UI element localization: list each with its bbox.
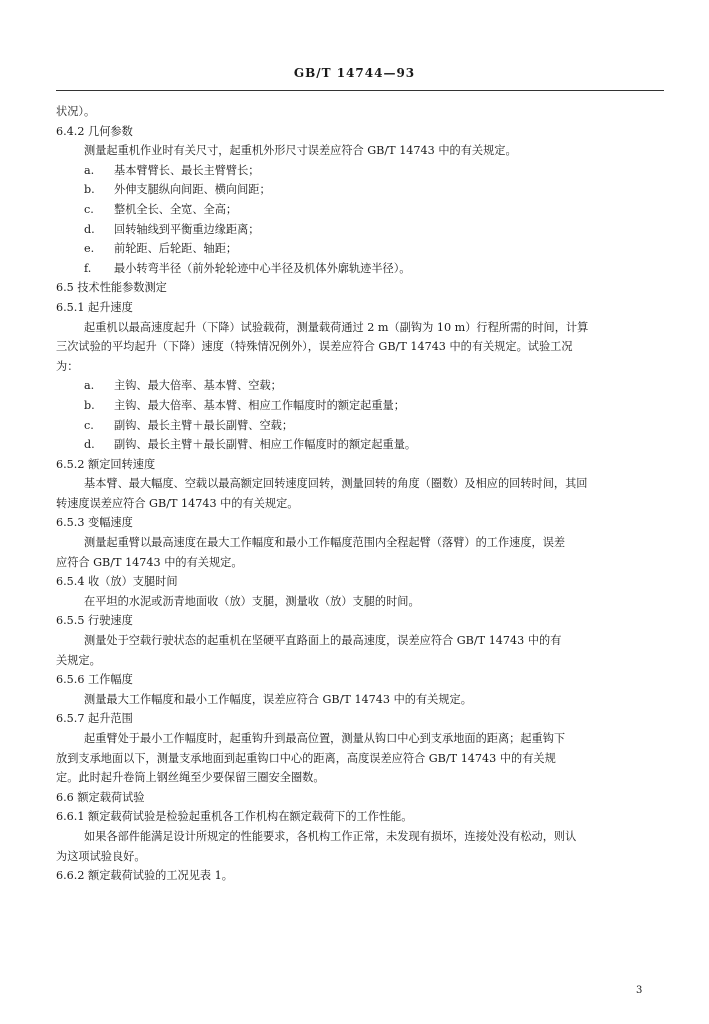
- text-line: 测量处于空载行驶状态的起重机在坚硬平直路面上的最高速度，误差应符合 GB/T 14743 中的有: [84, 634, 562, 648]
- list-item-label: d.: [84, 438, 95, 452]
- text-line: 6.6.1 额定载荷试验是检验起重机各工作机构在额定载荷下的工作性能。: [56, 810, 413, 824]
- list-item-text: 副钩、最长主臂＋最长副臂、空载；: [114, 418, 294, 432]
- text-line: 6.5.3 变幅速度: [56, 516, 133, 530]
- list-item: [56, 376, 664, 396]
- list-item: [56, 435, 664, 455]
- text-line: 6.5 技术性能参数测定: [56, 281, 167, 295]
- text-line: 三次试验的平均起升（下降）速度（特殊情况例外），误差应符合 GB/T 14743 中的有关规定。试验工况: [56, 340, 573, 354]
- text-line: 6.5.1 起升速度: [56, 300, 133, 314]
- text-line: 关规定。: [56, 653, 101, 667]
- text-line: 起重臂处于最小工作幅度时，起重钩升到最高位置，测量从钩口中心到支承地面的距离；起重钩下: [84, 732, 566, 745]
- text-line: 6.6 额定载荷试验: [56, 790, 145, 804]
- list-item: [56, 259, 664, 279]
- text-line: 6.5.6 工作幅度: [56, 673, 133, 687]
- list-item: [56, 239, 664, 259]
- list-item-text: 副钩、最长主臂＋最长副臂、相应工作幅度时的额定起重量。: [114, 438, 417, 452]
- list-item-label: c.: [84, 202, 94, 216]
- text-line: 应符合 GB/T 14743 中的有关规定。: [56, 555, 243, 569]
- text-line: 状况）。: [56, 105, 96, 118]
- list-item-label: a.: [84, 379, 95, 393]
- text-line: 放到支承地面以下，测量支承地面到起重钩口中心的距离，高度误差应符合 GB/T 14743 中的有关规: [56, 751, 556, 765]
- list-item-label: c.: [84, 418, 94, 432]
- list-item-label: a.: [84, 163, 95, 177]
- document-body: [56, 102, 664, 886]
- list-item-text: 整机全长、全宽、全高；: [114, 202, 238, 216]
- text-line: 测量最大工作幅度和最小工作幅度，误差应符合 GB/T 14743 中的有关规定。: [84, 692, 472, 706]
- page-header: GB/T 14744—93: [293, 66, 416, 80]
- list-item-text: 主钩、最大倍率、基本臂、空载；: [114, 379, 282, 393]
- list-item-text: 外伸支腿纵向间距、横向间距；: [114, 183, 271, 197]
- list-item-text: 回转轴线到平衡重边缘距离；: [114, 222, 260, 236]
- list-item-text: 主钩、最大倍率、基本臂、相应工作幅度时的额定起重量；: [114, 398, 405, 412]
- text-line: 起重机以最高速度起升（下降）试验载荷，测量载荷通过 2 m（副钩为 10 m）行程所需的时间，计算: [84, 320, 589, 334]
- text-line: 测量起重臂以最高速度在最大工作幅度和最小工作幅度范围内全程起臂（落臂）的工作速度，误差: [84, 536, 566, 550]
- list-item: [56, 161, 664, 181]
- list-item-text: 前轮距、后轮距、轴距；: [114, 242, 238, 256]
- text-line: 6.5.7 起升范围: [56, 712, 133, 726]
- text-line: 6.5.5 行驶速度: [56, 614, 133, 628]
- list-item: [56, 180, 664, 200]
- list-item-label: e.: [84, 242, 95, 256]
- list-item-label: f.: [84, 261, 92, 275]
- text-line: 6.5.2 额定回转速度: [56, 457, 156, 471]
- list-item: [56, 200, 664, 220]
- list-item-label: b.: [84, 398, 95, 412]
- text-line: 测量起重机作业时有关尺寸，起重机外形尺寸误差应符合 GB/T 14743 中的有关规定。: [84, 144, 517, 158]
- list-item: [56, 396, 664, 416]
- text-line: 6.5.4 收（放）支腿时间: [56, 575, 178, 589]
- text-line: 为这项试验良好。: [56, 849, 146, 863]
- text-line: 6.4.2 几何参数: [56, 124, 133, 138]
- text-line: 在平坦的水泥或沥青地面收（放）支腿，测量收（放）支腿的时间。: [84, 594, 420, 608]
- header-rule: [56, 90, 664, 91]
- text-line: 转速度误差应符合 GB/T 14743 中的有关规定。: [56, 496, 299, 510]
- page-number: 3: [636, 985, 643, 996]
- list-item: [56, 416, 664, 436]
- list-item-text: 基本臂臂长、最长主臂臂长；: [114, 163, 260, 177]
- text-line: 6.6.2 额定载荷试验的工况见表 1。: [56, 869, 233, 883]
- text-line: 基本臂、最大幅度、空载以最高额定回转速度回转，测量回转的角度（圈数）及相应的回转时间，其回: [84, 477, 588, 491]
- text-line: 为：: [56, 359, 79, 373]
- list-item: [56, 220, 664, 240]
- list-item-text: 最小转弯半径（前外轮轮迹中心半径及机体外廓轨迹半径）。: [114, 261, 411, 275]
- list-item-label: d.: [84, 222, 95, 236]
- text-line: 定。此时起升卷筒上钢丝绳至少要保留三圈安全圈数。: [56, 771, 325, 785]
- text-line: 如果各部件能满足设计所规定的性能要求，各机构工作正常，未发现有损坏，连接处没有松动，则认: [84, 829, 577, 843]
- list-item-label: b.: [84, 183, 95, 197]
